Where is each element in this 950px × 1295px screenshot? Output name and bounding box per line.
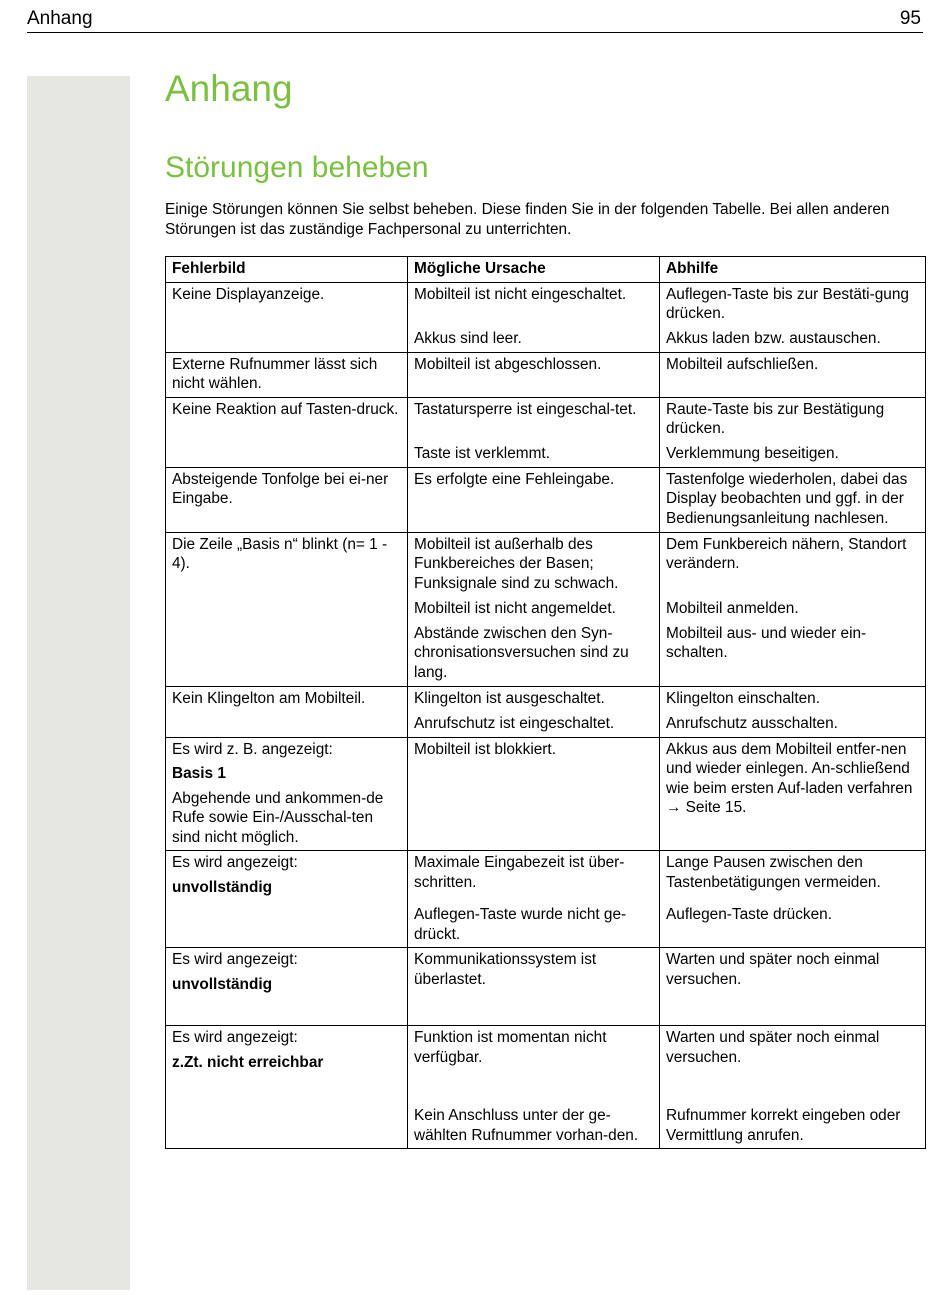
remedy-text: Anrufschutz ausschalten. [666,714,838,732]
remedy-text: Akkus aus dem Mobilteil entfer-nen und wieder einlegen. An-schließend wie beim ersten Auf-laden verfahren → Seite 15. [666,740,913,816]
troubleshooting-table [165,256,926,1149]
table-row [166,1026,926,1149]
running-head [27,6,923,33]
remedy-text: Dem Funkbereich nähern, Standort verändern. [666,535,907,572]
cause-cell [408,397,660,467]
remedy-text: Verklemmung beseitigen. [666,444,839,462]
cause-text: Taste ist verklemmt. [414,444,550,462]
cause-text: Funktion ist momentan nicht verfügbar. [414,1029,607,1066]
table-row [166,737,926,851]
symptom-text: Keine Reaktion auf Tasten-druck. [172,400,399,418]
symptom-text: Absteigende Tonfolge bei ei-ner Eingabe. [172,470,389,507]
remedy-text: Auflegen-Taste drücken. [666,906,832,923]
symptom-cell [166,352,408,397]
cause-text: Mobilteil ist abgeschlossen. [414,355,602,373]
running-head-title: Anhang [27,8,93,29]
table-row [166,686,926,737]
remedy-cell [660,851,926,948]
page-number: 95 [899,8,921,29]
symptom-text: Es wird angezeigt: [172,854,298,871]
cause-text: Mobilteil ist blokkiert. [414,740,556,758]
display-message: z.Zt. nicht erreichbar [172,1053,324,1071]
cause-cell [408,737,660,851]
cause-text: Mobilteil ist nicht eingeschaltet. [414,285,627,303]
cause-text: Maximale Eingabezeit ist über-schritten. [414,854,625,891]
cause-text: Auflegen-Taste wurde nicht ge-drückt. [414,906,627,943]
cause-cell [408,282,660,352]
header-cause: Mögliche Ursache [408,257,660,283]
symptom-text: Es wird angezeigt: [172,951,298,968]
table-body [166,282,926,1149]
cause-text: Mobilteil ist nicht angemeldet. [414,599,616,617]
remedy-cell [660,737,926,851]
symptom-cell [166,948,408,1026]
remedy-cell [660,282,926,352]
symptom-text: Kein Klingelton am Mobilteil. [172,689,366,707]
cause-cell [408,352,660,397]
symptom-cell [166,467,408,532]
cause-cell [408,851,660,948]
symptom-text: Keine Displayanzeige. [172,285,325,303]
section-heading: Störungen beheben [165,151,429,184]
table-row [166,532,926,686]
table-row [166,282,926,352]
cause-cell [408,467,660,532]
remedy-cell [660,532,926,686]
symptom-cell [166,686,408,737]
cause-cell [408,1026,660,1149]
cause-text: Anrufschutz ist eingeschaltet. [414,714,615,732]
symptom-cell [166,532,408,686]
table-row [166,397,926,467]
cause-text: Es erfolgte eine Fehleingabe. [414,470,615,488]
cause-text: Akkus sind leer. [414,329,522,347]
display-message: unvollständig [172,878,273,896]
symptom-cell [166,737,408,851]
table-row [166,948,926,1026]
symptom-text: Externe Rufnummer lässt sich nicht wählen. [172,355,378,392]
remedy-text: Tastenfolge wiederholen, dabei das Display beobachten und ggf. in der Bedienungsanleitung nachlesen. [666,470,908,527]
symptom-text: Abgehende und ankommen-de Rufe sowie Ein-/Ausschal-ten sind nicht möglich. [172,789,384,846]
table-row [166,851,926,948]
remedy-cell [660,948,926,1026]
display-message: Basis 1 [172,765,226,782]
remedy-text: Warten und später noch einmal versuchen. [666,951,880,988]
cause-cell [408,686,660,737]
remedy-cell [660,686,926,737]
table-row [166,467,926,532]
symptom-cell [166,851,408,948]
header-remedy: Abhilfe [660,257,926,283]
symptom-text: Es wird angezeigt: [172,1029,298,1046]
symptom-cell [166,1026,408,1149]
remedy-text: Rufnummer korrekt eingeben oder Vermittlung anrufen. [666,1107,901,1144]
side-margin-bar [27,76,130,1290]
remedy-text: Raute-Taste bis zur Bestätigung drücken. [666,400,885,437]
cause-text: Mobilteil ist außerhalb des Funkbereiches der Basen; Funksignale sind zu schwach. [414,535,619,592]
cause-text: Tastatursperre ist eingeschal-tet. [414,400,637,418]
table-header-row [166,257,926,283]
remedy-text: Klingelton einschalten. [666,689,821,707]
remedy-text: Akkus laden bzw. austauschen. [666,329,881,347]
remedy-text: Lange Pausen zwischen den Tastenbetätigungen vermeiden. [666,854,881,891]
header-symptom: Fehlerbild [166,257,408,283]
symptom-cell [166,397,408,467]
remedy-cell [660,397,926,467]
symptom-cell [166,282,408,352]
display-message: unvollständig [172,975,273,993]
remedy-text: Warten und später noch einmal versuchen. [666,1029,880,1066]
cause-cell [408,948,660,1026]
remedy-cell [660,352,926,397]
cause-text: Klingelton ist ausgeschaltet. [414,689,605,707]
table-row [166,352,926,397]
remedy-text: Auflegen-Taste bis zur Bestäti-gung drücken. [666,285,909,322]
cause-text: Kein Anschluss unter der ge-wählten Rufnummer vorhan-den. [414,1107,639,1144]
symptom-text: Es wird z. B. angezeigt: [172,740,333,758]
cause-cell [408,532,660,686]
symptom-text: Die Zeile „Basis n“ blinkt (n= 1 - 4). [172,535,388,572]
remedy-cell [660,467,926,532]
remedy-cell [660,1026,926,1149]
intro-paragraph: Einige Störungen können Sie selbst beheben. Diese finden Sie in der folgenden Tabelle. Bei allen anderen Störungen ist das zuständige Fachpersonal zu unterrichten. [165,201,890,238]
page-content [165,66,925,1149]
chapter-heading: Anhang [165,68,293,109]
remedy-text: Mobilteil anmelden. [666,599,799,617]
remedy-text: Mobilteil aus- und wieder ein-schalten. [666,624,867,661]
cause-text: Abstände zwischen den Syn-chronisationsversuchen sind zu lang. [414,624,629,681]
cause-text: Kommunikationssystem ist überlastet. [414,951,597,988]
remedy-text: Mobilteil aufschließen. [666,355,819,373]
